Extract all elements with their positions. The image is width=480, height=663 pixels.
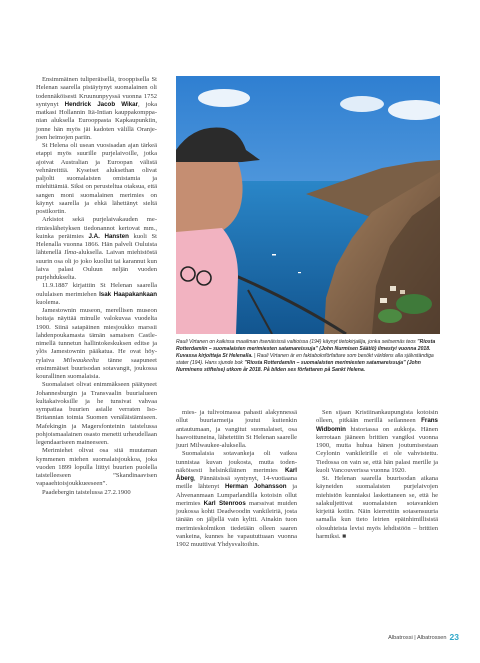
paragraph — [36, 282, 157, 307]
paragraph-text: Arkistot sekä purjelaivakauden merimieslähetyksen tiedonannot kertovat mm., kuinka peräimies — [36, 216, 157, 240]
paragraph-text: , Pännäisissä syntynyt, 14-vuotiaana meille lähtenyt — [176, 475, 297, 491]
paragraph — [316, 475, 438, 541]
paragraph-text: marssivat muiden joukossa kohti Deadwoodin vankileiriä, josta tänään on jäljellä vain kyltti. Ainakin tuon merimieskolmikon tiedetään olleen saaren vankeina, kunnes he vapaututtuaan vuonna 1902 muuttivat Yhdysvaltoihin. — [176, 499, 298, 548]
paragraph-text: ja Ahvenanmaan Lumparlandilla kotoisin ollut merimies — [176, 483, 297, 507]
article-column-1 — [36, 76, 157, 636]
paragraph — [36, 447, 157, 488]
page-number: 23 — [449, 632, 459, 642]
person-name: Herman Johansson — [224, 483, 287, 491]
paragraph-text: historiassa on aukkoja. Hänen kerrotaan jääneen brittien vangiksi vuonna 1900, mutta huhua hänen joutumisestaan Ceylonin vankileirille ei ole vahvistettu. Tiedossa on vain se, että hän palasi merille ja kuoli Vancouverissa vuonna 1920. — [316, 425, 438, 474]
paragraph — [36, 76, 157, 142]
paragraph-text: St. Helenan saarella buurisodan aikana käyneiden suomalaisten purjelaivojen miehistön kunniaksi laskettaneen se, että he salakuljettivat suomalaisten sotavankien kirjeitä kotiin. Näin kierrettiin sotasensuuria samalla kun tieto leirien epäinhimillisistä olosuhteista levisi myös lehdistöön – brittien harmiksi. — [316, 475, 438, 540]
paragraph-text: St Helena oli usean vuosisadan ajan tärkeä etappi myös suurille purjelaivoille, jotka ajoivat Australian ja Euroopan välistä vehnäreittiä. Kyseiset aluksethan olivat paljolti suomalaisten omistamia ja miehittämiä. Siksi on perusteltua otaksua, että sangen moni suomalainen merimies on käynyt saarella ja ehkä lähettänyt sieltä postikortin. — [36, 142, 157, 215]
paragraph-text: Sen sijaan Kristiinankaupungista kotoisin olleen, pitkään merillä seilanneen — [316, 409, 438, 425]
magazine-name: Albatrossi | Albatrossen — [388, 635, 447, 641]
caption-swedish-intro: Rauli Virtanen är en faktaboksförfattare som besökt världens alla självständiga stater (194). Hans sjunde bok — [176, 353, 434, 367]
paragraph-text: -aluksella. Laivan miehistöstä suurin osa oli jo joko kuollut tai karannut kun laiva palasi Ouluun neljän vuoden purjehdukselta. — [36, 249, 157, 281]
paragraph-text: Jamestownin museon, merellisen museon hoitaja näyttää minulle valokuvaa vuodelta 1900. Siinä satapäinen miesjoukko marssii lahdenpoukamasta tämän samaisen Castle-nimellä tunnetun hallintokeskuksen editse ja ylös Jamestownin pääkatua. He ovat höyrylaiva — [36, 307, 157, 364]
author-photo — [176, 76, 440, 334]
paragraph-text: Suomalaisia sotavankeja oli vaikea tunnistaa kuvan joukosta, mutta todennäköisesti helsinkiläinen merimies — [176, 450, 297, 474]
paragraph — [36, 489, 157, 497]
caption-swedish-book: ”Riosta Rotterdamiin – suomalaisten merimiesten satamareissuja” (John Nurminens stiftelse) utkom år 2018. På bilden ses författaren på Sankt Helena. — [176, 360, 421, 374]
paragraph-text: kuolema. — [36, 298, 61, 306]
person-name: J.A. Hansten — [88, 232, 129, 240]
paragraph-text: Suomalaiset olivat enimmäkseen päätyneet Johannesburgin ja Transvaalin buurialueen kultakaivoksille ja he tunsivat vahvaa sympatiaa buurien asialle verraten Iso-Britannian toimia Suomen venäläistämiseen. Mafekingin ja Magersfonteinin taistelussa pohjoismaalainen osasto menetti urheudellaan legendaariseen maineeseen. — [36, 381, 157, 446]
caption-finnish-book: ”Riosta Rotterdamiin – suomalaisten merimiesten satamareissuja” (John Nurmisen Säätiö) ilmestyi vuonna 2018. Kuvassa kirjoittaja St Helenalla. — [176, 339, 436, 360]
paragraph-text: 11.9.1887 kirjattiin St Helenan saarella oululaisen merimiehen — [36, 282, 157, 298]
paragraph — [36, 216, 157, 282]
paragraph — [176, 450, 297, 549]
person-name: Frans Widbomin — [316, 417, 438, 433]
ship-name: Milwaukeelta — [63, 356, 99, 364]
paragraph-text: mies- ja tulivoimassa pahasti alakynnessä ollut buuriarmeija joutui kuitenkin antautumaan, ja vangitut suomalaiset, osa haavoittuneina, lähetettiin St Helenan saarelle juuri Milwaukee-aluksella. — [176, 409, 297, 449]
photo-scene — [176, 76, 440, 334]
paragraph-text: Ensimmäinen tuliperäisellä, trooppisella St Helenan saarella pistäytynyt suomalainen oli todennäköisesti Kruununpyyssä vuonna 1752 syntynyt — [36, 76, 157, 108]
photo-caption — [176, 339, 438, 374]
paragraph-text: , joka matkasi Hollannin Itä-Intian kauppakomppanian aluksella Eurooppasta Kapkaupunkiin, jonne hän myös jäi kadoten välillä Oranje-joen heimojen pariin. — [36, 100, 157, 141]
paragraph-text: kuoli St Helenalla vuonna 1866. Hän palveli Ouluista lähtenellä — [36, 232, 157, 257]
paragraph — [176, 409, 297, 450]
end-mark: ■ — [342, 532, 347, 540]
paragraph-text: Paadebergin taistelussa 27.2.1900 — [42, 488, 131, 496]
paragraph — [36, 381, 157, 447]
ship-name: Ilma — [64, 249, 77, 257]
caption-separator: | — [252, 353, 257, 360]
article-column-2 — [176, 409, 297, 549]
paragraph — [36, 307, 157, 381]
paragraph-text: Merimiehet olivat osa sitä muutaman kymmenen miehen suomalaisjoukkoa, joka vuoden 1899 lopulla liittyi buurien puolella taistelleeseen ”Skandinaavisen vapaaehtoisjoukkueeseen”. — [36, 447, 157, 488]
paragraph — [36, 142, 157, 216]
person-name: Karl Stenroos — [203, 499, 246, 507]
person-name: Hendrick Jacob Wikar — [64, 100, 139, 108]
paragraph — [316, 409, 438, 475]
article-column-3 — [316, 409, 438, 541]
caption-finnish-intro: Rauli Virtanen on kaikissa maailman itsenäisissä valtioissa (194) käynyt tietokirjailija, jonka seitsemäs teos — [176, 339, 418, 345]
person-name: Isak Haapakankaan — [99, 290, 157, 298]
person-name: Karl Åberg — [176, 466, 297, 482]
paragraph-text: tänne saapuneet ensimmäiset buurisodan sotavangit, joukossa kourallinen suomalaisia. — [36, 356, 157, 380]
page-footer — [355, 632, 459, 642]
